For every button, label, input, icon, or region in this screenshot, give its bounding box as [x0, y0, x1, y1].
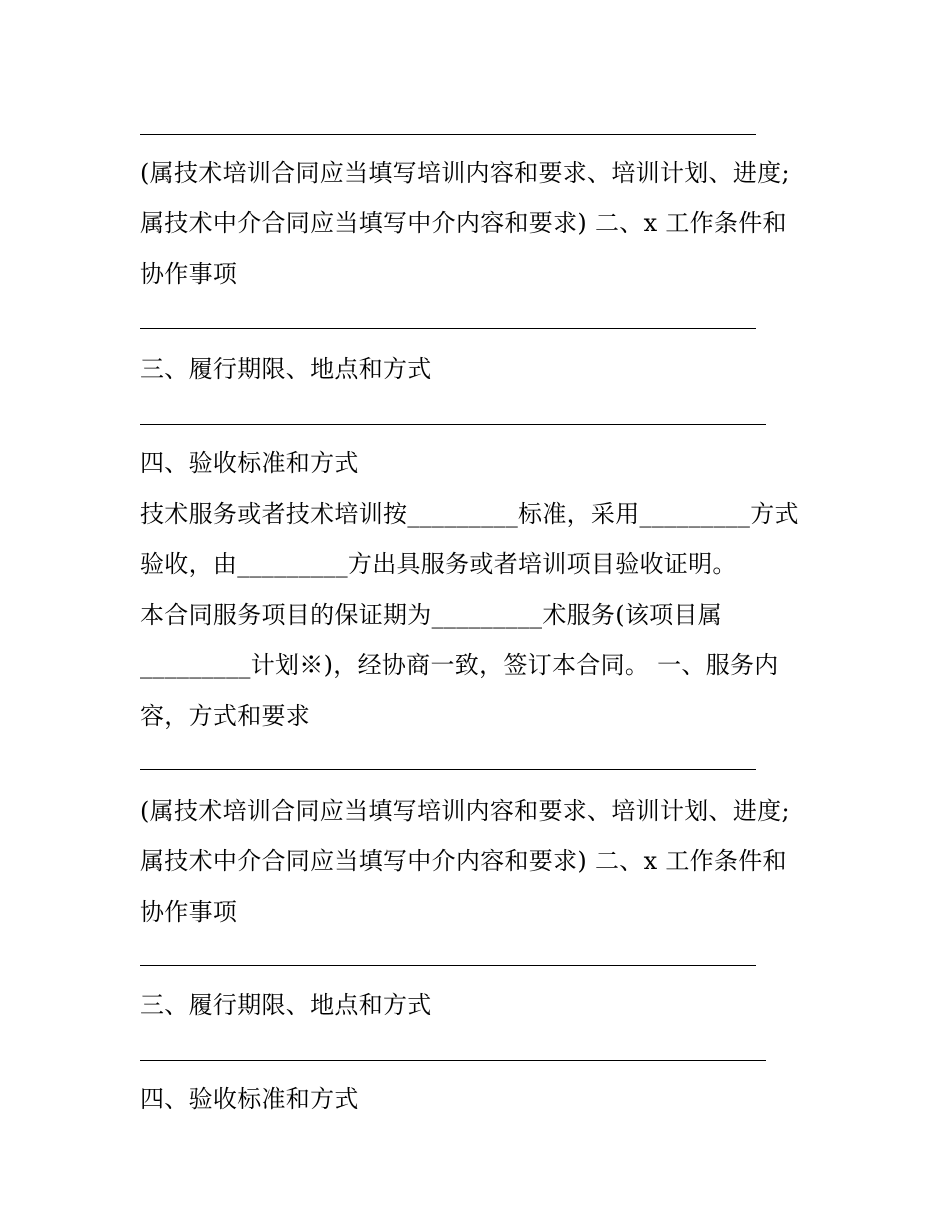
blank-line-rule	[140, 1060, 766, 1061]
blank-line-rule	[140, 134, 756, 135]
fill-in-blank: _________	[237, 550, 348, 578]
section-heading-4: 四、验收标准和方式	[140, 449, 359, 477]
paragraph-text: 方式	[750, 500, 799, 528]
blank-line-rule	[140, 965, 756, 966]
paragraph-text: 技术服务或者技术培训按	[140, 500, 408, 528]
blank-line-rule	[140, 769, 756, 770]
note-line-2: 属技术中介合同应当填写中介内容和要求) 二、x 工作条件和	[140, 209, 787, 237]
fill-in-blank: _________	[407, 500, 519, 528]
paragraph-text: 本合同服务项目的保证期为	[140, 601, 432, 629]
section-heading-2-cont: 协作事项	[140, 898, 238, 926]
note-line-1: (属技术培训合同应当填写培训内容和要求、培训计划、进度;	[140, 797, 790, 825]
note-line-1: (属技术培训合同应当填写培训内容和要求、培训计划、进度;	[140, 159, 790, 187]
paragraph-text: 计划※)，经协商一致，签订本合同。 一、服务内	[250, 651, 779, 679]
section-heading-2-cont: 协作事项	[140, 260, 238, 288]
section-heading-1-cont: 容，方式和要求	[140, 702, 311, 730]
paragraph-text: 标准，采用	[518, 500, 640, 528]
paragraph-text: 方出具服务或者培训项目验收证明。	[347, 550, 737, 578]
blank-line-rule	[140, 424, 766, 425]
section-heading-3: 三、履行期限、地点和方式	[140, 991, 432, 1019]
acceptance-line-2	[140, 549, 737, 579]
acceptance-line-1	[140, 499, 799, 529]
note-line-2: 属技术中介合同应当填写中介内容和要求) 二、x 工作条件和	[140, 847, 787, 875]
warranty-line-1	[140, 600, 722, 630]
fill-in-blank: _________	[140, 651, 251, 679]
fill-in-blank: _________	[431, 601, 543, 629]
paragraph-text: 术服务(该项目属	[542, 601, 723, 629]
paragraph-text: 验收，由	[140, 550, 238, 578]
fill-in-blank: _________	[639, 500, 751, 528]
section-heading-4: 四、验收标准和方式	[140, 1085, 359, 1113]
section-heading-3: 三、履行期限、地点和方式	[140, 355, 432, 383]
warranty-line-2	[140, 650, 779, 680]
blank-line-rule	[140, 328, 756, 329]
